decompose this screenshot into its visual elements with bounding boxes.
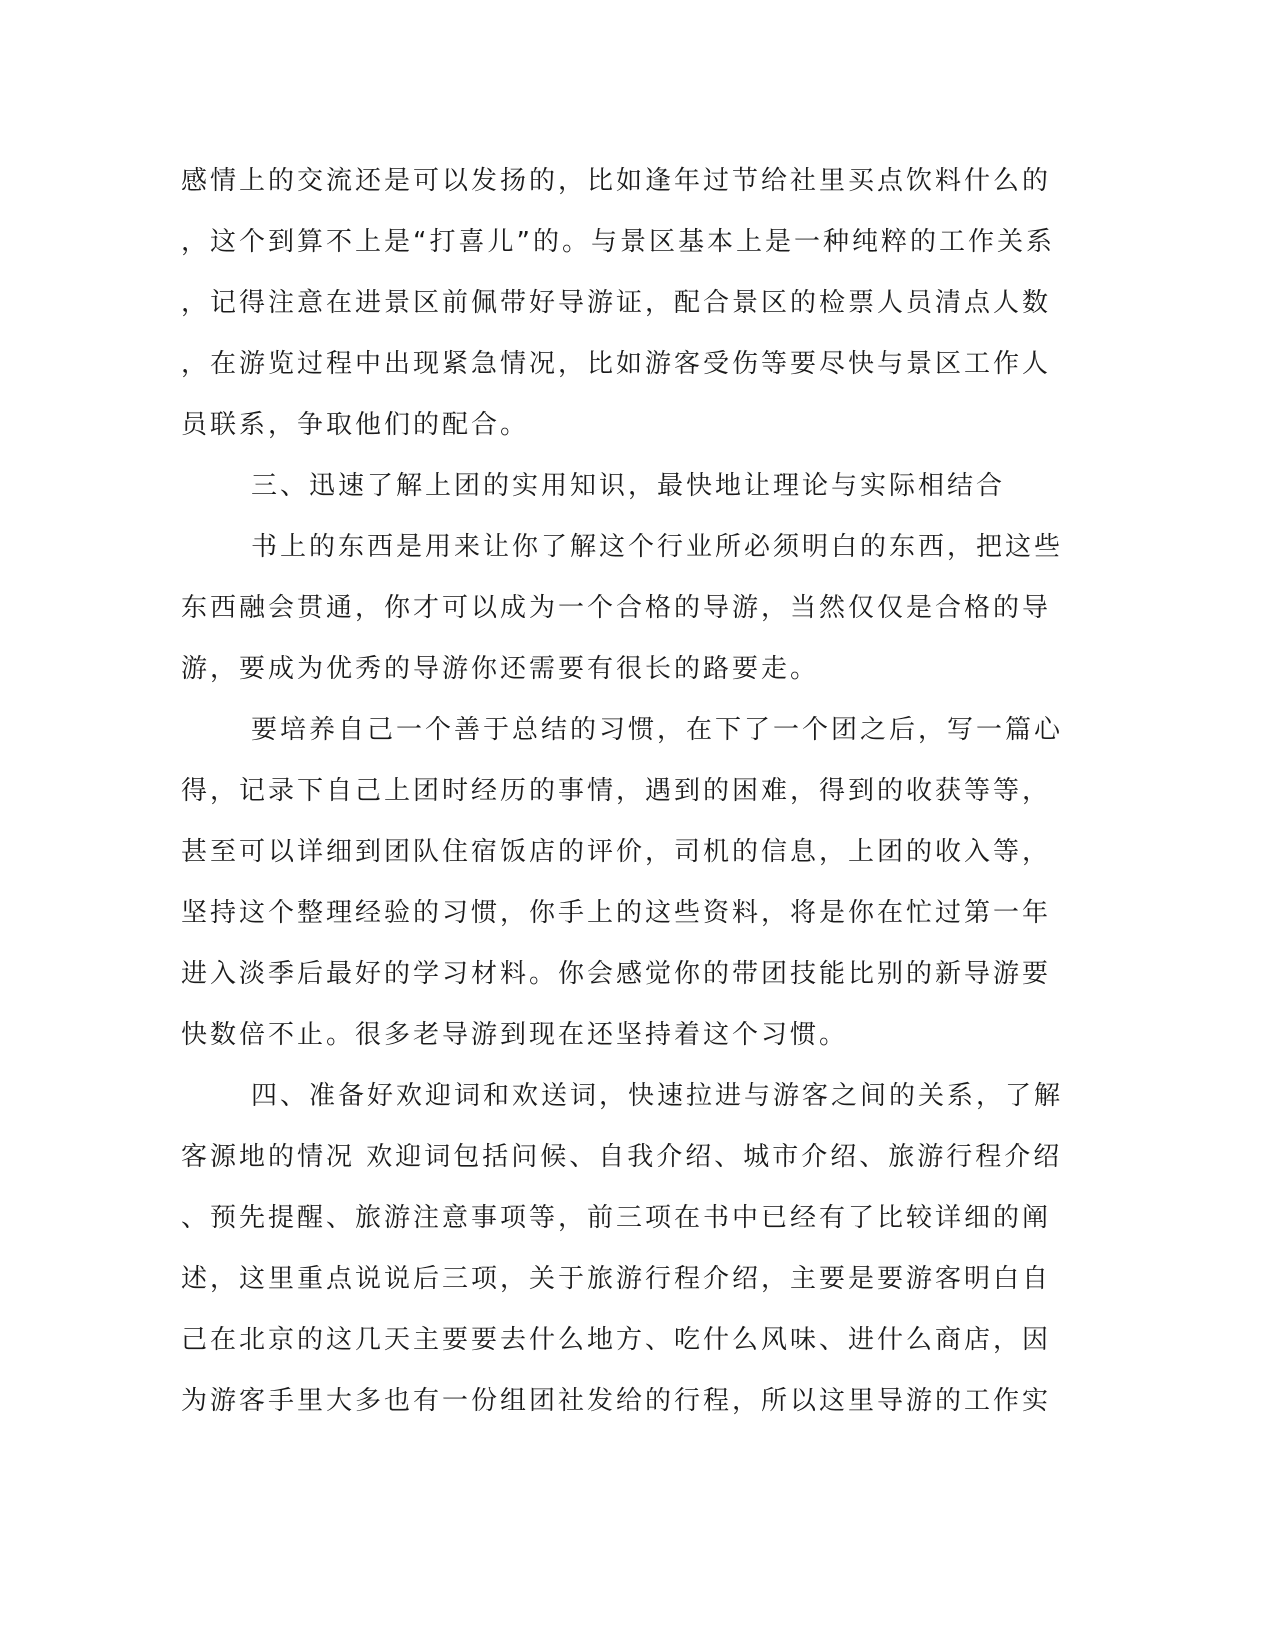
text-line: 、预先提醒、旅游注意事项等，前三项在书中已经有了比较详细的阐 bbox=[181, 1203, 1052, 1233]
section-heading-3: 三、迅速了解上团的实用知识，最快地让理论与实际相结合 bbox=[251, 471, 1006, 501]
text-line: 述，这里重点说说后三项，关于旅游行程介绍，主要是要游客明白自 bbox=[181, 1264, 1052, 1294]
text-line: 进入淡季后最好的学习材料。你会感觉你的带团技能比别的新导游要 bbox=[181, 959, 1052, 989]
text-line: ，在游览过程中出现紧急情况，比如游客受伤等要尽快与景区工作人 bbox=[181, 349, 1052, 379]
text-line: 客源地的情况 欢迎词包括问候、自我介绍、城市介绍、旅游行程介绍 bbox=[181, 1142, 1063, 1172]
section-heading-4: 四、准备好欢迎词和欢送词，快速拉进与游客之间的关系，了解 bbox=[251, 1081, 1064, 1111]
text-line: 员联系，争取他们的配合。 bbox=[181, 410, 530, 440]
text-line: 坚持这个整理经验的习惯，你手上的这些资料，将是你在忙过第一年 bbox=[181, 898, 1052, 928]
text-line: 书上的东西是用来让你了解这个行业所必须明白的东西，把这些 bbox=[251, 532, 1064, 562]
text-line: ，记得注意在进景区前佩带好导游证，配合景区的检票人员清点人数 bbox=[181, 288, 1052, 318]
text-line: 甚至可以详细到团队住宿饭店的评价，司机的信息，上团的收入等， bbox=[181, 837, 1052, 867]
text-line: 快数倍不止。很多老导游到现在还坚持着这个习惯。 bbox=[181, 1020, 849, 1050]
body-text bbox=[181, 151, 1064, 1432]
text-line: 东西融会贯通，你才可以成为一个合格的导游，当然仅仅是合格的导 bbox=[181, 593, 1052, 623]
text-line: ，这个到算不上是“打喜儿”的。与景区基本上是一种纯粹的工作关系 bbox=[181, 227, 1055, 257]
text-line: 游，要成为优秀的导游你还需要有很长的路要走。 bbox=[181, 654, 820, 684]
text-line: 感情上的交流还是可以发扬的，比如逢年过节给社里买点饮料什么的 bbox=[181, 166, 1052, 196]
text-line: 得，记录下自己上团时经历的事情，遇到的困难，得到的收获等等， bbox=[181, 776, 1052, 806]
text-line: 己在北京的这几天主要要去什么地方、吃什么风味、进什么商店，因 bbox=[181, 1325, 1052, 1355]
text-line: 为游客手里大多也有一份组团社发给的行程，所以这里导游的工作实 bbox=[181, 1386, 1052, 1416]
text-line: 要培养自己一个善于总结的习惯，在下了一个团之后，写一篇心 bbox=[251, 715, 1064, 745]
